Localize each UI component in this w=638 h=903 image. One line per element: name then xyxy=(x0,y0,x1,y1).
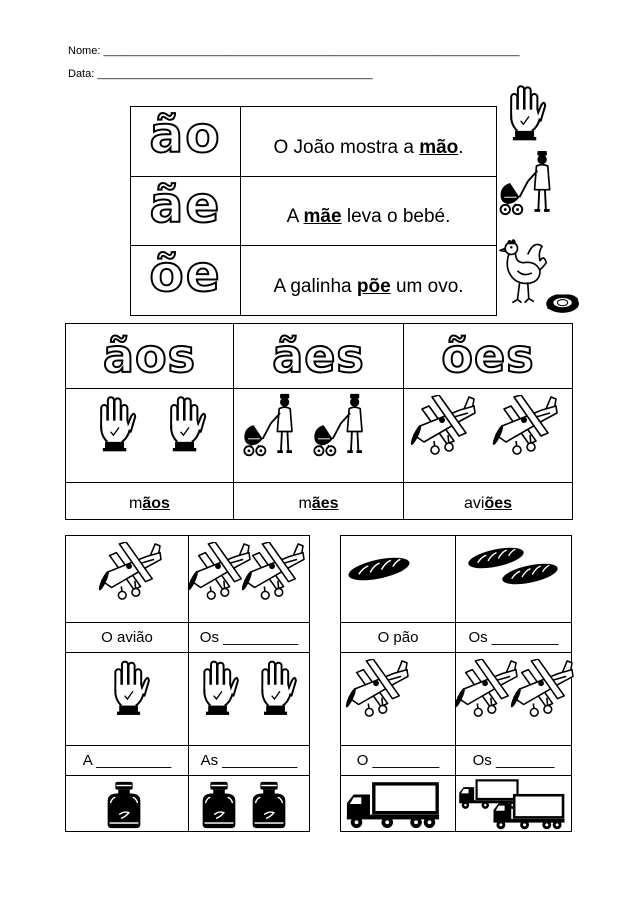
syllable-text: ão xyxy=(149,106,222,164)
sentence-end: um ovo. xyxy=(390,275,464,297)
bread-graphic xyxy=(347,553,412,584)
picture-cell xyxy=(456,776,572,832)
picture-cell xyxy=(341,536,456,623)
picture-cell xyxy=(404,389,573,483)
bottle-graphic xyxy=(108,782,141,828)
label-cell xyxy=(341,746,456,776)
truck-graphic xyxy=(347,784,439,828)
hand-graphic xyxy=(262,662,296,715)
bottle-icon xyxy=(98,780,150,830)
sentence-start: A galinha xyxy=(273,275,357,297)
label-cell xyxy=(66,623,189,653)
date-line: Data: _____________________________________________ xyxy=(68,68,373,80)
singular-label: O avião xyxy=(101,629,153,646)
bottle-graphic xyxy=(253,782,286,828)
airplane-graphic xyxy=(409,395,475,454)
exercise-table-left xyxy=(65,535,310,832)
hand-graphic xyxy=(101,397,135,451)
picture-cell xyxy=(189,653,310,746)
hand-icon xyxy=(195,659,239,717)
label-cell xyxy=(189,746,310,776)
airplane-graphic xyxy=(97,542,161,599)
airplane-icon xyxy=(343,659,411,719)
picture-cell xyxy=(456,536,572,623)
airplane-icon xyxy=(408,395,478,457)
picture-cell xyxy=(66,776,189,832)
ending-header-cell xyxy=(404,324,573,389)
bottle-icon xyxy=(243,780,295,830)
syllable-cell xyxy=(131,177,241,246)
syllable-cell xyxy=(131,107,241,177)
sentence xyxy=(273,137,463,159)
label-cell xyxy=(189,623,310,653)
plural-label: Os _______ xyxy=(472,752,555,769)
picture-cell xyxy=(66,389,234,483)
airplane-graphic xyxy=(240,542,304,599)
truck-icon xyxy=(345,781,441,829)
word-cell xyxy=(234,483,404,520)
picture-cell xyxy=(189,776,310,832)
airplane-icon xyxy=(490,395,560,457)
bread-graphic xyxy=(501,560,560,589)
picture-cell xyxy=(234,389,404,483)
plural-word xyxy=(464,495,512,513)
syllable-cell xyxy=(131,246,241,316)
label-cell xyxy=(341,623,456,653)
airplane-icon xyxy=(508,659,576,719)
word-stem: m xyxy=(129,495,143,512)
syllable-sentence-table xyxy=(130,106,497,316)
hand-graphic xyxy=(511,86,545,140)
ending-header-cell xyxy=(234,324,404,389)
ending-text: ãos xyxy=(102,329,197,383)
highlighted-word: mão xyxy=(419,136,459,158)
hand-icon xyxy=(161,395,207,453)
sentence-cell xyxy=(241,107,497,177)
plural-word xyxy=(129,495,170,513)
syllable-text: ãe xyxy=(149,176,222,234)
singular-label: O pão xyxy=(377,629,419,646)
label-cell xyxy=(66,746,189,776)
picture-cell xyxy=(66,653,189,746)
singular-label: A _________ xyxy=(82,752,172,769)
syllable-text: õe xyxy=(149,245,222,303)
sentence-start: A xyxy=(286,206,304,227)
word-ending: ães xyxy=(311,495,339,512)
word-stem: m xyxy=(298,495,312,512)
bread-icon xyxy=(346,554,412,584)
singular-label: O ________ xyxy=(356,752,440,769)
airplane-graphic xyxy=(509,659,573,716)
stroller-graphic xyxy=(244,394,292,455)
mother-with-stroller-icon xyxy=(498,150,556,218)
stroller-graphic xyxy=(501,151,550,214)
exercise-table-right xyxy=(340,535,572,832)
hand-icon xyxy=(253,659,297,717)
truck-icon xyxy=(492,793,566,830)
word-ending: ãos xyxy=(142,495,170,512)
stroller-graphic xyxy=(314,394,362,455)
plural-label: As _________ xyxy=(200,752,298,769)
word-cell xyxy=(66,483,234,520)
bottle-graphic xyxy=(203,782,236,828)
plural-label: Os ________ xyxy=(468,629,559,646)
picture-cell xyxy=(66,536,189,623)
sentence-cell xyxy=(241,246,497,316)
picture-cell xyxy=(341,776,456,832)
hand-icon xyxy=(500,84,548,142)
sentence-end: leva o bebé. xyxy=(341,206,451,227)
sentence xyxy=(287,206,451,228)
hand-graphic xyxy=(115,662,149,715)
hand-icon xyxy=(91,395,137,453)
hand-graphic xyxy=(204,662,238,715)
word-stem: avi xyxy=(463,495,485,512)
name-line: Nome: ____________________________________________________________________ xyxy=(68,45,520,57)
airplane-graphic xyxy=(344,659,408,716)
picture-cell xyxy=(341,653,456,746)
airplane-graphic xyxy=(491,395,557,454)
bottle-icon xyxy=(193,780,245,830)
word-ending: ões xyxy=(484,495,513,512)
airplane-icon xyxy=(96,542,164,602)
truck-graphic xyxy=(493,795,564,829)
word-cell xyxy=(404,483,573,520)
hen-graphic xyxy=(500,239,579,313)
sentence-cell xyxy=(241,177,497,246)
sentence xyxy=(273,276,463,298)
bread-icon xyxy=(500,560,560,588)
picture-cell xyxy=(189,536,310,623)
sentence-start: O João mostra a xyxy=(273,136,420,158)
plural-label: Os _________ xyxy=(199,629,299,646)
highlighted-word: põe xyxy=(356,275,391,297)
label-cell xyxy=(456,746,572,776)
picture-cell xyxy=(456,653,572,746)
label-cell xyxy=(456,623,572,653)
hen-with-nest-icon xyxy=(497,234,581,318)
ending-text: ões xyxy=(441,329,535,383)
ending-text: ães xyxy=(272,329,365,383)
plural-endings-table xyxy=(65,323,573,520)
plural-word xyxy=(298,495,338,513)
mother-with-stroller-icon xyxy=(242,393,298,459)
hand-icon xyxy=(106,659,150,717)
hand-graphic xyxy=(171,397,205,451)
ending-header-cell xyxy=(66,324,234,389)
airplane-icon xyxy=(239,542,307,602)
sentence-end: . xyxy=(458,136,464,158)
mother-with-stroller-icon xyxy=(312,393,368,459)
highlighted-word: mãe xyxy=(303,206,342,227)
